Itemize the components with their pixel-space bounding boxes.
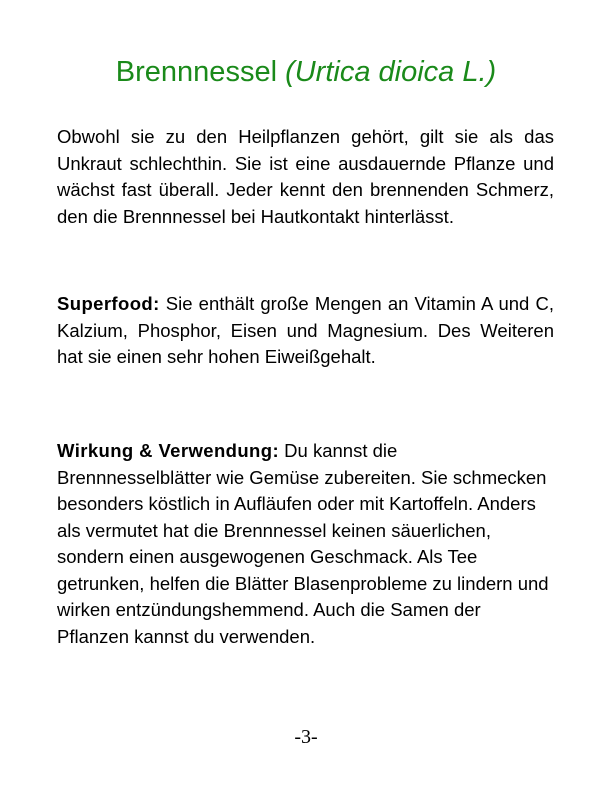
intro-paragraph: Obwohl sie zu den Heilpflanzen gehört, gilt sie als das Unkraut schlechthin. Sie ist eine ausdauernde Pflanze und wächst fast überall. Jeder kennt den brennenden Schmerz, den die Brennnessel bei Hautkontakt hinterlässt. — [57, 126, 554, 227]
title-common-name: Brennnessel — [115, 56, 278, 88]
wirkung-text: Du kannst die Brennnesselblätter wie Gemüse zubereiten. Sie schmecken besonders köstlich in Aufläufen oder mit Kartoffeln. Anders als vermutet hat die Brennnessel keinen säuerlichen, sondern einen ausgewogenen Geschmack. Als Tee getrunken, helfen die Blätter Blasenprobleme zu lindern und wirken entzündungshemmend. Auch die Samen der Pflanzen kannst du verwenden. — [57, 440, 549, 647]
superfood-paragraph — [57, 291, 554, 371]
page-title — [0, 54, 612, 90]
page-number: -3- — [294, 726, 318, 748]
title-latin-name: (Urtica dioica L.) — [285, 56, 497, 88]
wirkung-paragraph — [57, 438, 554, 650]
superfood-label: Superfood: — [57, 293, 160, 314]
wirkung-label: Wirkung & Verwendung: — [57, 440, 280, 461]
superfood-text: Sie enthält große Mengen an Vitamin A und C, Kalzium, Phosphor, Eisen und Magnesium. Des Weiteren hat sie einen sehr hohen Eiweißgehalt. — [57, 293, 554, 367]
